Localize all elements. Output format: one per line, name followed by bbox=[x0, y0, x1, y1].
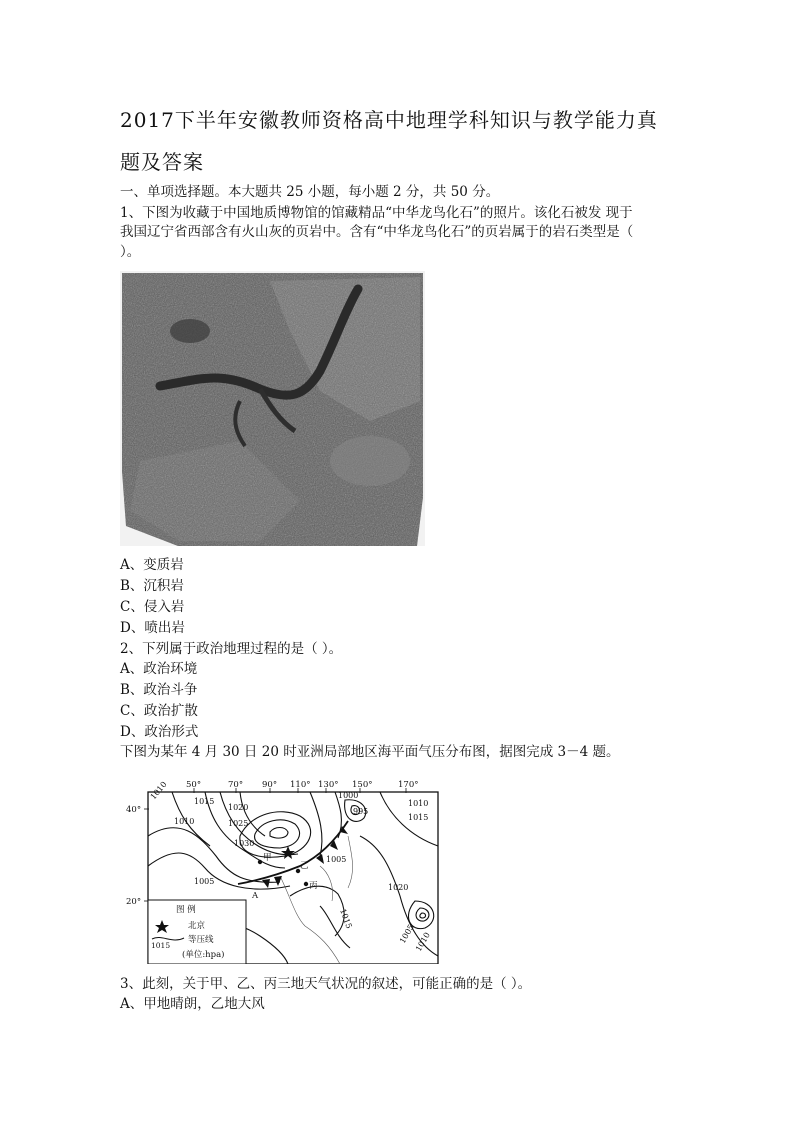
lat-label: 40° bbox=[126, 805, 142, 815]
q2-option-d: D、政治形式 bbox=[120, 724, 199, 740]
isobar-label: 1030 bbox=[234, 839, 255, 848]
lon-label: 90° bbox=[262, 780, 278, 790]
isobar-label: 1015 bbox=[194, 797, 215, 806]
map-intro: 下图为某年 4 月 30 日 20 时亚洲局部地区海平面气压分布图，据图完成 3－4 题。 bbox=[120, 744, 620, 760]
isobar-label: 1005 bbox=[194, 877, 215, 886]
lon-label: 50° bbox=[186, 780, 202, 790]
q1-option-d: D、喷出岩 bbox=[120, 620, 185, 636]
isobar-label: 1015 bbox=[338, 907, 354, 930]
q1-option-b: B、沉积岩 bbox=[120, 578, 184, 594]
place-label-jia: 甲 bbox=[263, 853, 272, 863]
q1-option-c: C、侵入岩 bbox=[120, 599, 185, 615]
q2-stem: 2、下列属于政治地理过程的是（ ）。 bbox=[120, 641, 343, 657]
pressure-map bbox=[120, 776, 442, 964]
lat-label: 20° bbox=[126, 897, 142, 907]
lon-label: 150° bbox=[352, 780, 373, 790]
section-intro: 一、单项选择题。本大题共 25 小题，每小题 2 分，共 50 分。 bbox=[120, 184, 500, 200]
isobar-label: 1010 bbox=[413, 930, 432, 953]
place-label-yi: 乙 bbox=[300, 861, 309, 871]
isobar-label: 1015 bbox=[408, 813, 429, 822]
q3-stem: 3、此刻，关于甲、乙、丙三地天气状况的叙述，可能正确的是（ ）。 bbox=[120, 976, 532, 992]
isobar-label: 1020 bbox=[228, 803, 249, 812]
isobar-label: 1000 bbox=[338, 791, 359, 800]
isobar-label: 995 bbox=[353, 807, 369, 816]
place-label-a: A bbox=[252, 891, 259, 901]
q3-option-a: A、甲地晴朗，乙地大风 bbox=[120, 996, 265, 1012]
q1-stem-line-3: ）。 bbox=[120, 244, 141, 260]
isobar-label: 1005 bbox=[397, 922, 416, 945]
legend-unit: (单位:hpa) bbox=[182, 950, 225, 960]
fossil-photo bbox=[120, 271, 425, 546]
q1-option-a: A、变质岩 bbox=[120, 557, 184, 573]
place-label-bing: 丙 bbox=[309, 881, 318, 891]
lon-label: 70° bbox=[228, 780, 244, 790]
isobar-label: 1025 bbox=[228, 819, 249, 828]
legend-title: 图 例 bbox=[176, 905, 196, 915]
map-legend bbox=[148, 900, 246, 964]
lon-label: 110° bbox=[290, 780, 311, 790]
isobar-label: 1010 bbox=[174, 817, 195, 826]
q1-stem-line-2: 我国辽宁省西部含有火山灰的页岩中。含有“中华龙鸟化石”的页岩属于的岩石类型是（ bbox=[120, 224, 634, 240]
legend-beijing: 北京 bbox=[188, 921, 206, 931]
q2-option-a: A、政治环境 bbox=[120, 661, 198, 677]
isobar-label: 1020 bbox=[388, 883, 409, 892]
isobar-label: 1010 bbox=[148, 779, 169, 802]
lon-label: 130° bbox=[318, 780, 339, 790]
isobar-label: 1005 bbox=[326, 855, 347, 864]
q1-stem-line-1: 1、下图为收藏于中国地质博物馆的馆藏精品“中华龙鸟化石”的照片。该化石被发 现于 bbox=[120, 205, 633, 221]
page-title-line-2: 题及答案 bbox=[120, 150, 204, 174]
q2-option-b: B、政治斗争 bbox=[120, 682, 198, 698]
isobar-label: 1010 bbox=[408, 799, 429, 808]
page-title-line-1: 2017下半年安徽教师资格高中地理学科知识与教学能力真 bbox=[120, 108, 658, 132]
legend-isobar: 等压线 bbox=[188, 935, 214, 945]
q2-option-c: C、政治扩散 bbox=[120, 703, 198, 719]
lon-label: 170° bbox=[398, 780, 419, 790]
legend-sample: 1015 bbox=[151, 941, 171, 950]
